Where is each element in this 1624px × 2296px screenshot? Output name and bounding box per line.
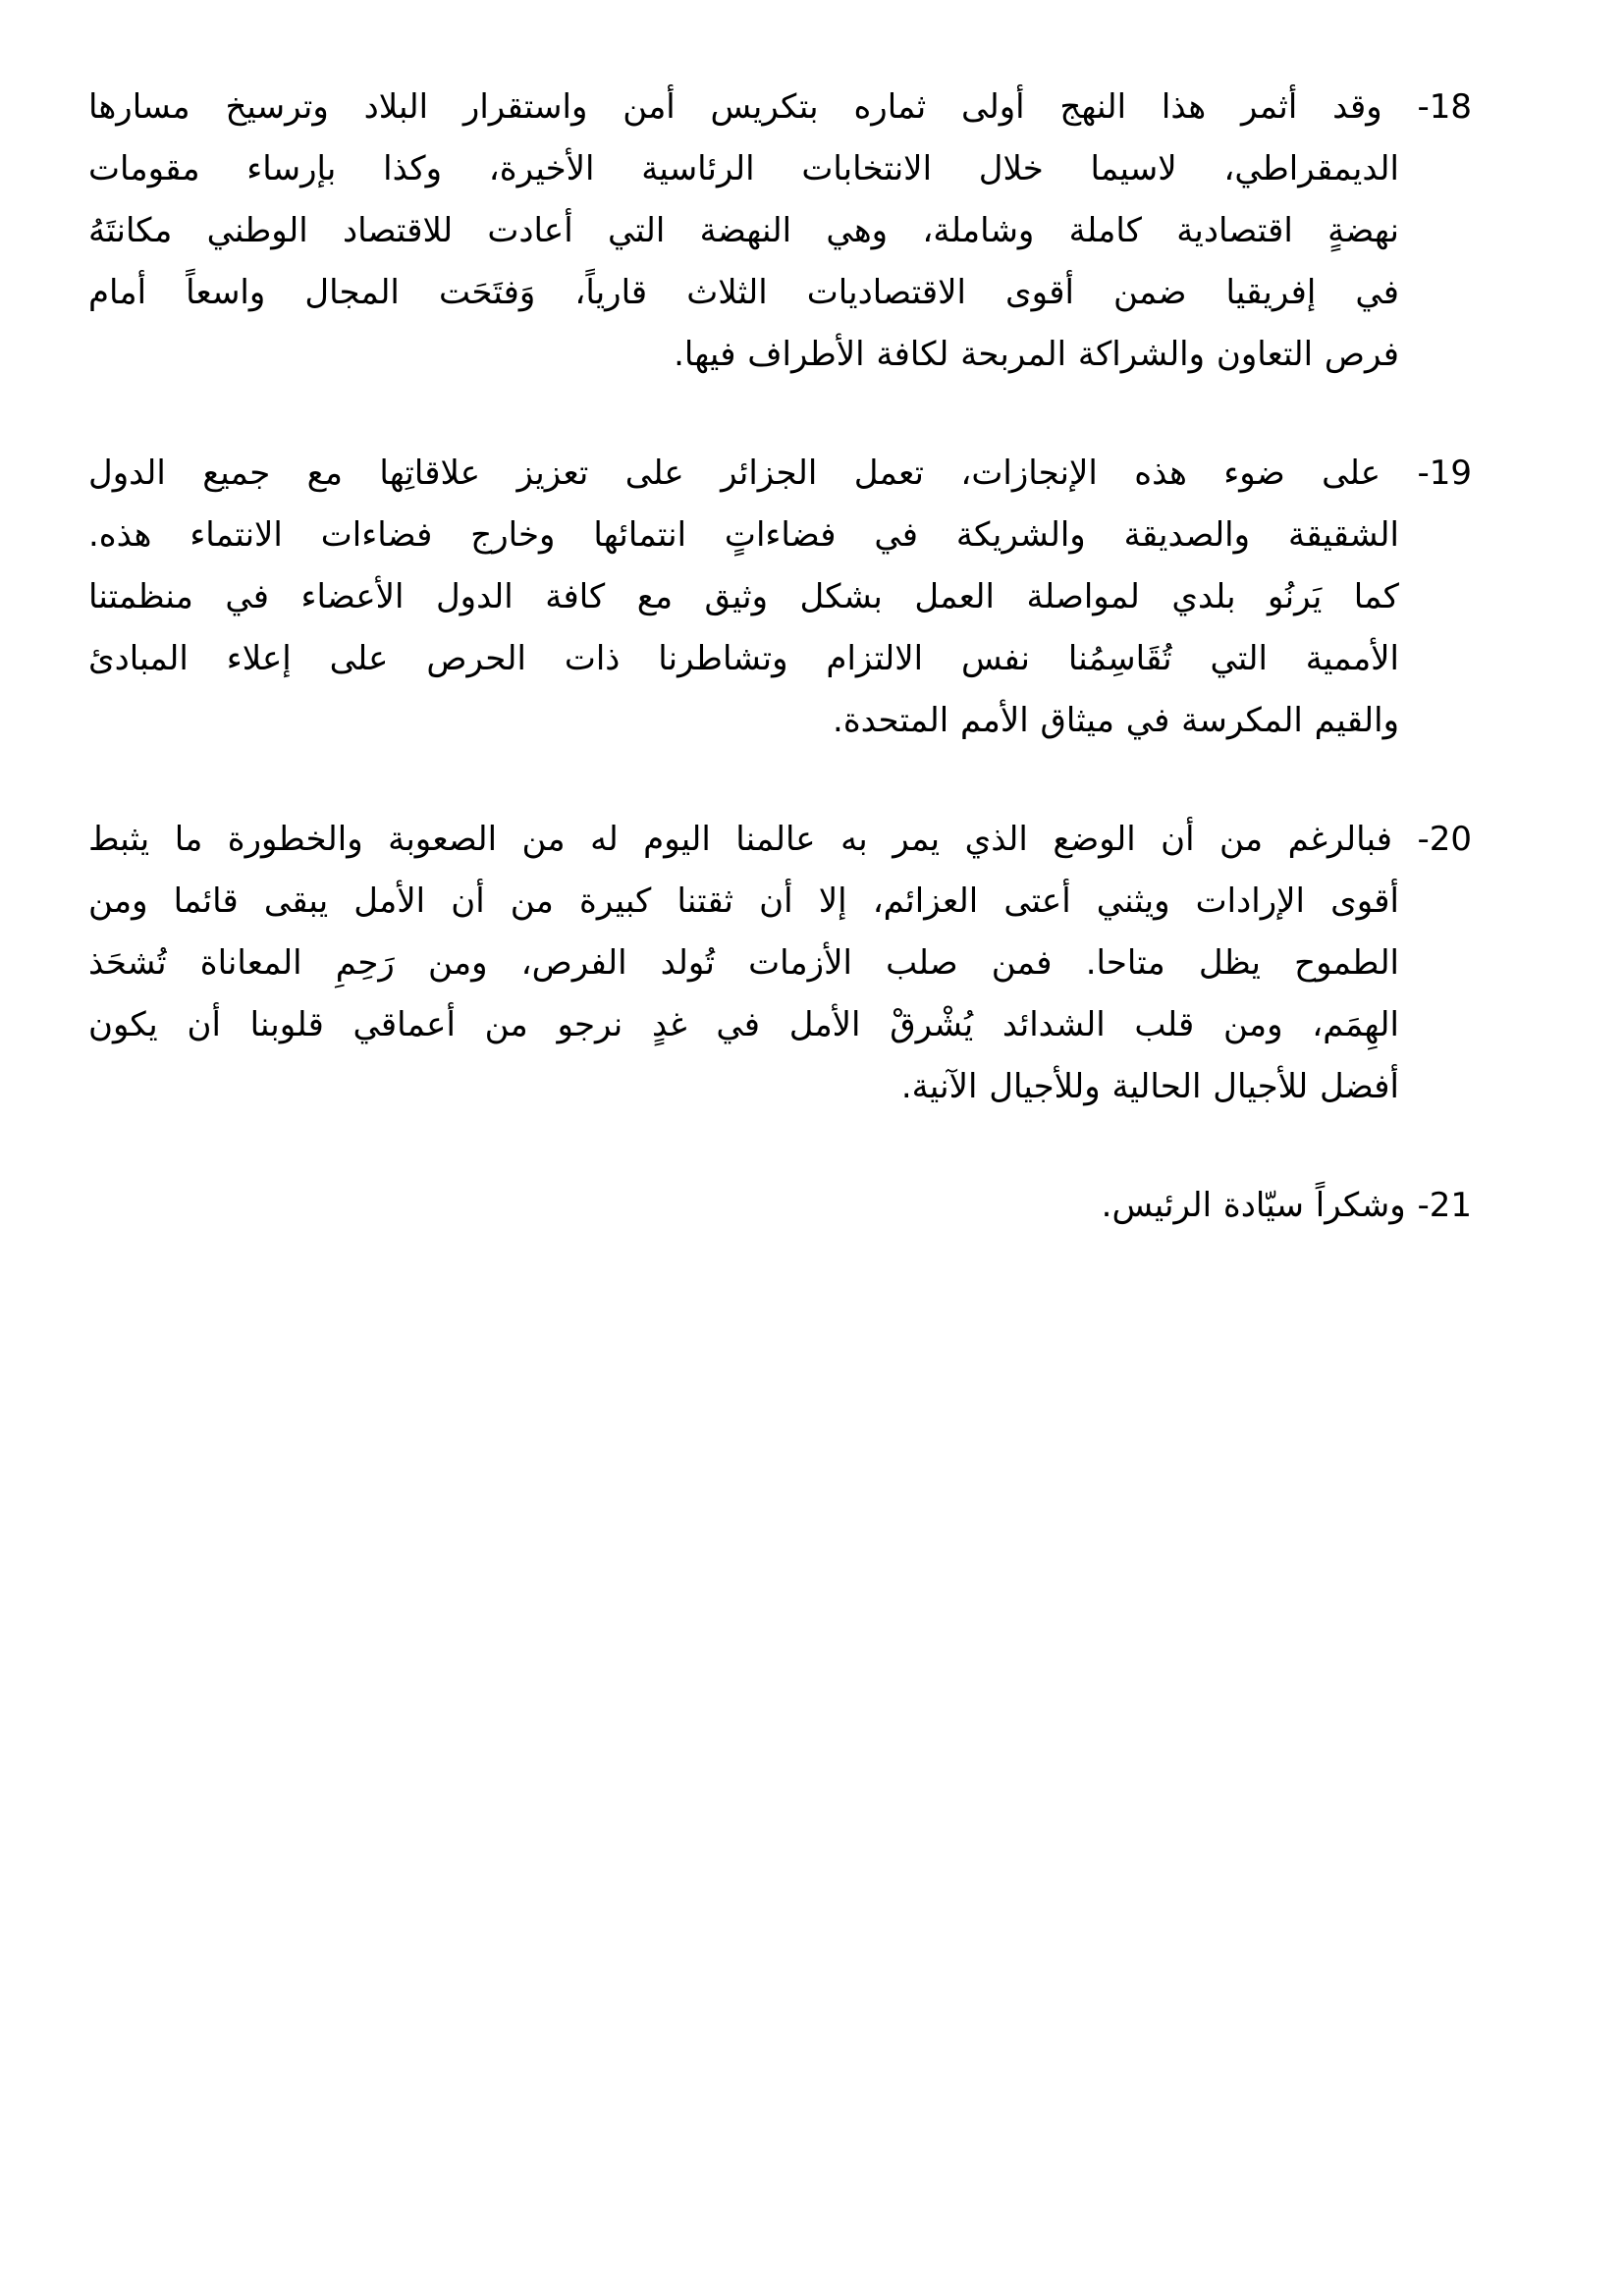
text-line: والقيم المكرسة في ميثاق الأمم المتحدة. (833, 701, 1399, 740)
text-line: كما يَرنُو بلدي لمواصلة العمل بشكل وثيق مع كافة الدول الأعضاء في منظمتنا (88, 577, 1399, 616)
text-line: الهِمَم، ومن قلب الشدائد يُشْرقْ الأمل في غدٍ نرجو من أعماقي قلوبنا أن يكون (88, 1005, 1399, 1044)
text-line: الطموح يظل متاحا. فمن صلب الأزمات تُولد الفرص، ومن رَحِمِ المعاناة تُشحَذ (88, 943, 1399, 983)
text-line: 20- فبالرغم من أن الوضع الذي يمر به عالمنا اليوم له من الصعوبة والخطورة ما يثبط (88, 820, 1472, 859)
text-line: فرص التعاون والشراكة المربحة لكافة الأطراف فيها. (674, 335, 1399, 374)
text-line: الديمقراطي، لاسيما خلال الانتخابات الرئاسية الأخيرة، وكذا بإرساء مقومات (88, 149, 1399, 188)
text-line: أقوى الإرادات ويثني أعتى العزائم، إلا أن ثقتنا كبيرة من أن الأمل يبقى قائما ومن (88, 881, 1399, 921)
paragraph-18 (88, 77, 1472, 386)
text-line: 21- وشكراً سيّادة الرئيس. (1101, 1186, 1472, 1225)
text-line: 18- وقد أثمر هذا النهج أولى ثماره بتكريس أمن واستقرار البلاد وترسيخ مسارها (88, 87, 1472, 127)
paragraph-20 (88, 809, 1472, 1118)
text-line: الأممية التي تُقَاسِمُنا نفس الالتزام وتشاطرنا ذات الحرص على إعلاء المبادئ (88, 639, 1399, 678)
text-line: في إفريقيا ضمن أقوى الاقتصاديات الثلاث قارياً، وَفتَحَت المجال واسعاً أمام (88, 273, 1399, 312)
text-line: نهضةٍ اقتصادية كاملة وشاملة، وهي النهضة التي أعادت للاقتصاد الوطني مكانتَهُ (88, 211, 1399, 250)
text-line: 19- على ضوء هذه الإنجازات، تعمل الجزائر على تعزيز علاقاتِها مع جميع الدول (88, 454, 1472, 493)
paragraph-19 (88, 443, 1472, 752)
text-line: الشقيقة والصديقة والشريكة في فضاءاتٍ انتمائها وخارج فضاءات الانتماء هذه. (88, 515, 1399, 555)
text-line: أفضل للأجيال الحالية وللأجيال الآنية. (900, 1067, 1399, 1106)
paragraph-21 (88, 1175, 1472, 1237)
